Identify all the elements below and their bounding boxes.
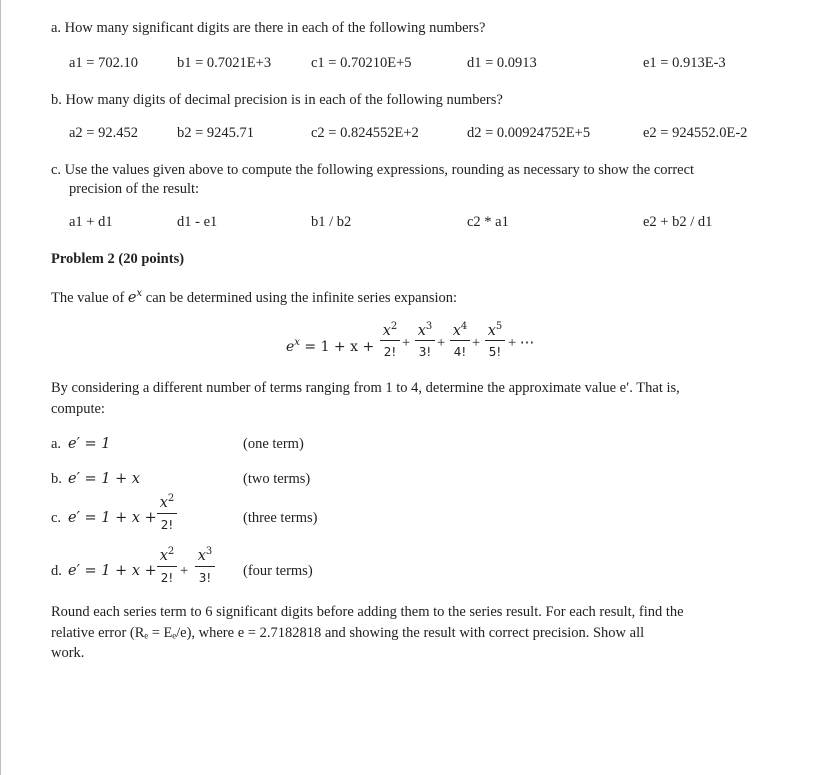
- part-a-question: a. How many significant digits are there in each of the following numbers?: [51, 20, 486, 36]
- considering-line2: compute:: [51, 401, 105, 417]
- value-c2: c2 = 0.824552E+2: [311, 125, 419, 141]
- expr-a1-plus-d1: a1 + d1: [69, 214, 113, 230]
- item-a-label: a.: [51, 436, 62, 452]
- expr-e2-plus-b2-div-d1: e2 + b2 / d1: [643, 214, 713, 230]
- item-a-note: (one term): [243, 436, 304, 452]
- considering-line1: By considering a different number of terms ranging from 1 to 4, determine the approximate value e′. That is,: [51, 380, 680, 396]
- item-c-expression: e′ = 1 + x +: [68, 510, 157, 526]
- rounding-line1: Round each series term to 6 significant digits before adding them to the series result. For each result, find the: [51, 604, 684, 620]
- series-term-x2: $x^2$ 2!: [380, 322, 400, 362]
- item-c-note: (three terms): [243, 510, 318, 526]
- item-d-fraction-x3: $x^3$ 3!: [195, 547, 215, 589]
- series-term-x5: $x^5$ 5!: [485, 322, 505, 362]
- part-b-question: b. How many digits of decimal precision is in each of the following numbers?: [51, 92, 503, 108]
- item-d-plus: +: [180, 563, 189, 579]
- page-left-border: [0, 0, 1, 775]
- value-d1: d1 = 0.0913: [467, 55, 537, 71]
- item-a-expression: e′ = 1: [68, 436, 111, 452]
- value-c1: c1 = 0.70210E+5: [311, 55, 412, 71]
- expr-b1-div-b2: b1 / b2: [311, 214, 352, 230]
- value-b2: b2 = 9245.71: [177, 125, 255, 141]
- series-plus-1: +: [402, 335, 411, 351]
- value-e2: e2 = 924552.0E-2: [643, 125, 748, 141]
- item-c-label: c.: [51, 510, 62, 526]
- item-d-note: (four terms): [243, 563, 313, 579]
- part-c-question-line1: c. Use the values given above to compute the following expressions, rounding as necessary to show the correct: [51, 162, 695, 178]
- item-b-label: b.: [51, 471, 62, 487]
- intro-e-symbol: $e^x$: [127, 288, 143, 306]
- item-b-note: (two terms): [243, 471, 311, 487]
- series-plus-3: +: [472, 335, 481, 351]
- series-lhs: $e^x = 1 + x$ +: [286, 337, 375, 355]
- expr-c2-times-a1: c2 * a1: [467, 214, 509, 230]
- series-tail: + ⋯: [508, 335, 535, 351]
- item-c-fraction-x2: $x^2$ 2!: [157, 494, 177, 536]
- problem-2-title: Problem 2 (20 points): [51, 251, 185, 267]
- value-d2: d2 = 0.00924752E+5: [467, 125, 591, 141]
- value-e1: e1 = 0.913E-3: [643, 55, 726, 71]
- item-b-expression: e′ = 1 + x: [68, 471, 141, 487]
- intro-before: The value of: [51, 290, 125, 306]
- rounding-line3: work.: [51, 645, 85, 661]
- rounding-line2: relative error (Rₑ = Eₑ/e), where e = 2.7182818 and showing the result with correct precision. Show all: [51, 625, 645, 641]
- problem-2-intro: [51, 289, 457, 306]
- item-d-label: d.: [51, 563, 62, 579]
- value-b1: b1 = 0.7021E+3: [177, 55, 272, 71]
- item-d-fraction-x2: $x^2$ 2!: [157, 547, 177, 589]
- value-a2: a2 = 92.452: [69, 125, 138, 141]
- series-term-x4: $x^4$ 4!: [450, 322, 470, 362]
- expr-d1-minus-e1: d1 - e1: [177, 214, 218, 230]
- series-plus-2: +: [437, 335, 446, 351]
- item-d-expression: e′ = 1 + x +: [68, 563, 157, 579]
- value-a1: a1 = 702.10: [69, 55, 138, 71]
- intro-after: can be determined using the infinite series expansion:: [145, 290, 458, 306]
- series-term-x3: $x^3$ 3!: [415, 322, 435, 362]
- part-c-question-line2: precision of the result:: [69, 181, 200, 197]
